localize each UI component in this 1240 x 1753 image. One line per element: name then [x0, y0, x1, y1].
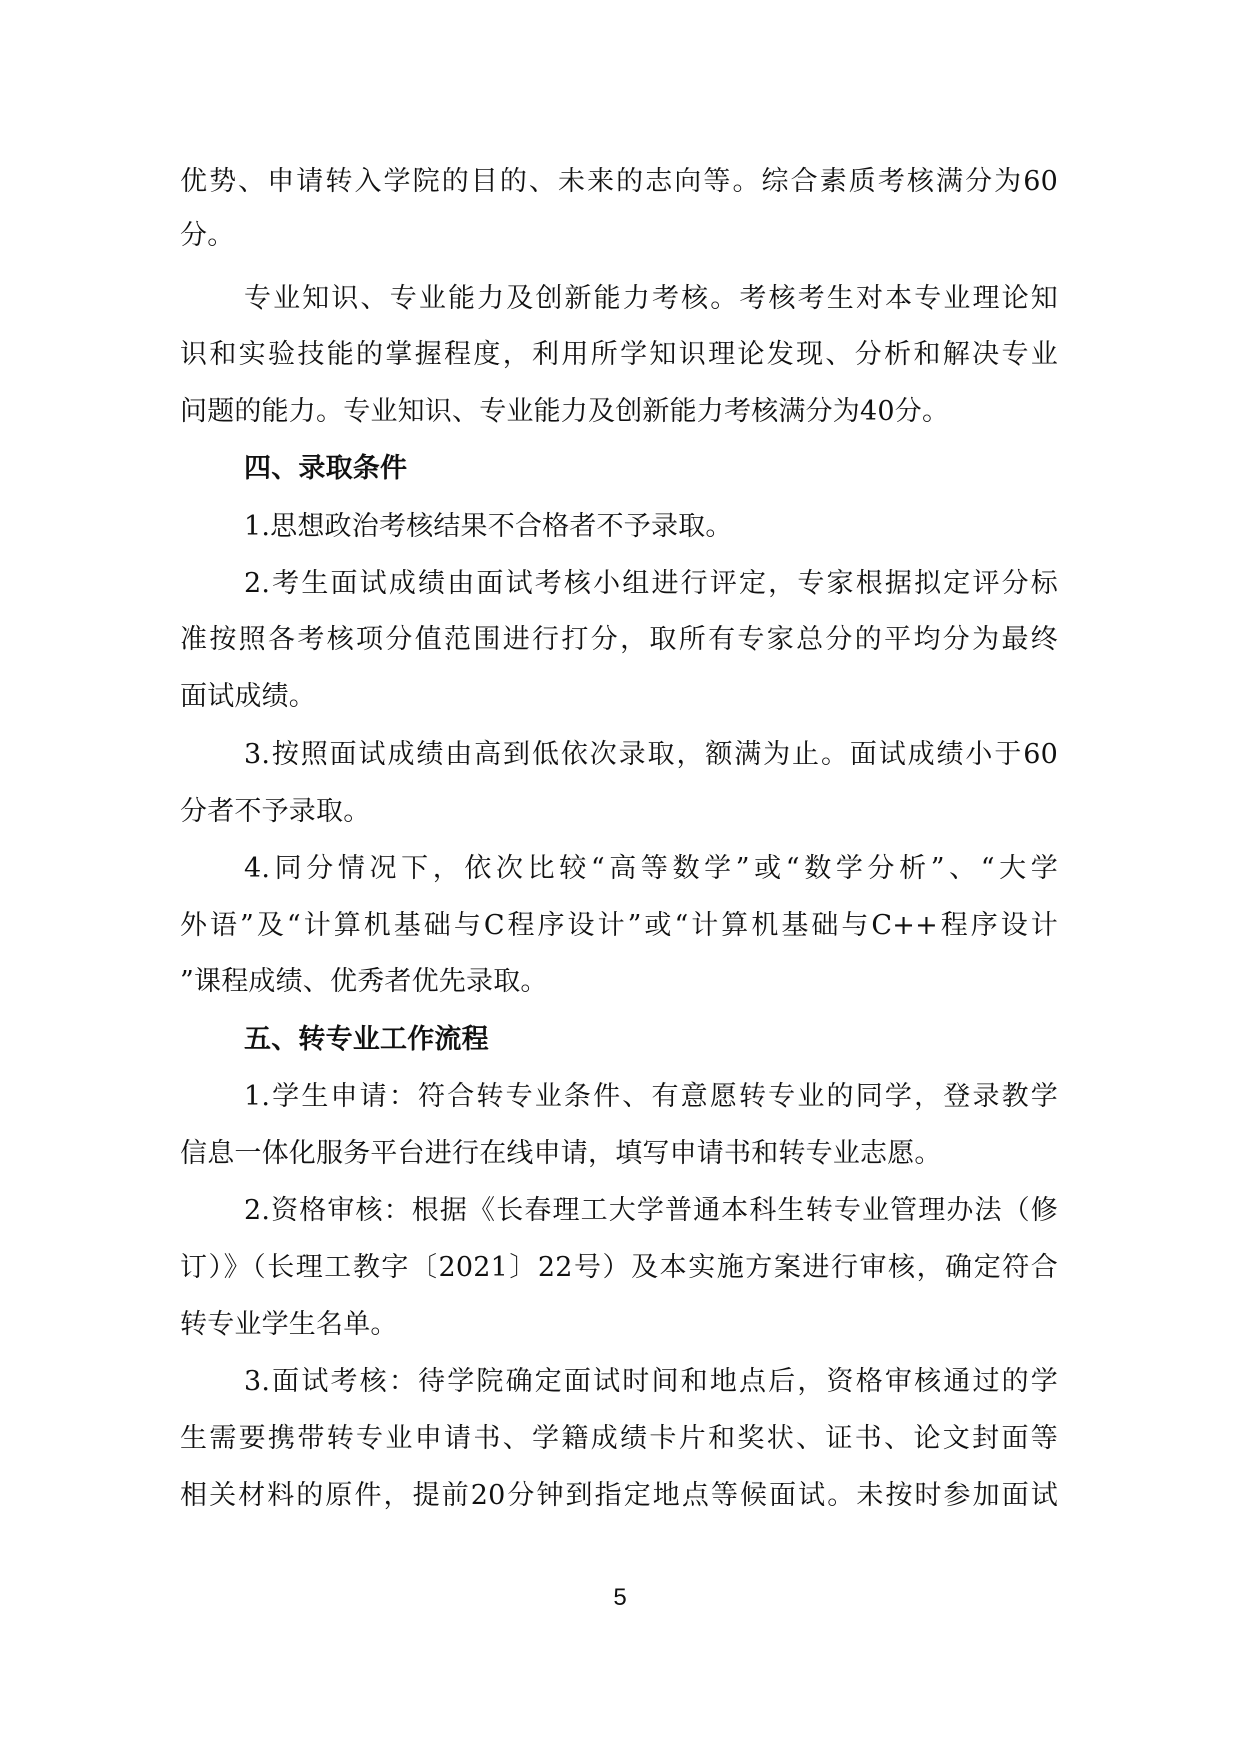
page-number: 5: [613, 1584, 627, 1611]
list-item: 4.同分情况下，依次比较“高等数学”或“数学分析”、“大学: [244, 853, 1058, 884]
list-item: 3.面试考核：待学院确定面试时间和地点后，资格审核通过的学: [244, 1366, 1058, 1397]
paragraph-line: 生需要携带转专业申请书、学籍成绩卡片和奖状、证书、论文封面等: [180, 1423, 1058, 1454]
list-item: 3.按照面试成绩由高到低依次录取，额满为止。面试成绩小于60: [244, 739, 1058, 770]
paragraph-line: 专业知识、专业能力及创新能力考核。考核考生对本专业理论知: [244, 283, 1058, 314]
paragraph-line: 优势、申请转入学院的目的、未来的志向等。综合素质考核满分为60: [180, 166, 1058, 197]
section-heading-workflow: 五、转专业工作流程: [244, 1024, 489, 1055]
section-heading-admission: 四、录取条件: [244, 453, 408, 484]
list-item: 1.思想政治考核结果不合格者不予录取。: [244, 511, 733, 542]
paragraph-line: 准按照各考核项分值范围进行打分，取所有专家总分的平均分为最终: [180, 624, 1058, 655]
paragraph-line: 转专业学生名单。: [180, 1309, 398, 1340]
paragraph-line: 识和实验技能的掌握程度，利用所学知识理论发现、分析和解决专业: [180, 339, 1058, 370]
paragraph-line: 分者不予录取。: [180, 796, 371, 827]
paragraph-line: 相关材料的原件，提前20分钟到指定地点等候面试。未按时参加面试: [180, 1480, 1058, 1511]
paragraph-line: 分。: [180, 220, 235, 251]
paragraph-line: 外语”及“计算机基础与C程序设计”或“计算机基础与C++程序设计: [180, 910, 1058, 941]
list-item: 2.考生面试成绩由面试考核小组进行评定，专家根据拟定评分标: [244, 568, 1058, 599]
list-item: 1.学生申请：符合转专业条件、有意愿转专业的同学，登录教学: [244, 1081, 1058, 1112]
paragraph-line: 信息一体化服务平台进行在线申请，填写申请书和转专业志愿。: [180, 1138, 942, 1169]
list-item: 2.资格审核：根据《长春理工大学普通本科生转专业管理办法（修: [244, 1195, 1058, 1226]
paragraph-line: ”课程成绩、优秀者优先录取。: [180, 966, 548, 997]
paragraph-line: 面试成绩。: [180, 681, 316, 712]
paragraph-line: 问题的能力。专业知识、专业能力及创新能力考核满分为40分。: [180, 396, 950, 427]
paragraph-line: 订）》（长理工教字〔2021〕22号）及本实施方案进行审核，确定符合: [180, 1252, 1058, 1283]
